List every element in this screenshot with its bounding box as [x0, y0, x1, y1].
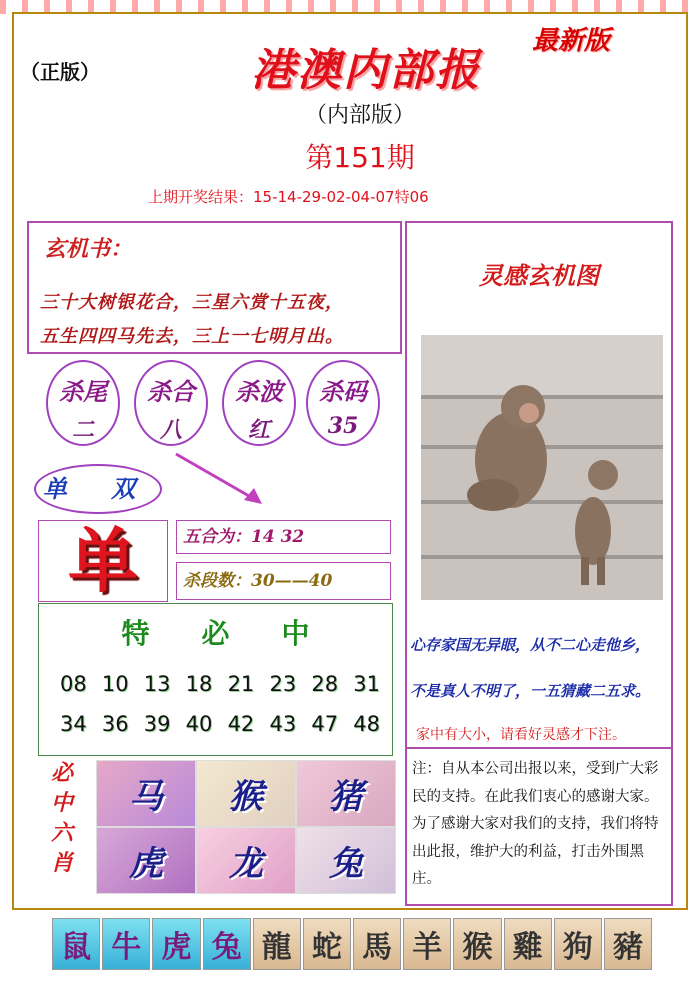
number: 18 — [185, 672, 213, 696]
zodiac-tile: 猴 — [453, 918, 501, 970]
hint-text: 家中有大小，请看好灵感才下注。 — [416, 727, 626, 743]
zodiac-tile: 雞 — [504, 918, 552, 970]
number: 08 — [60, 672, 87, 696]
wuhe-box: 五合为：14 32 — [176, 520, 391, 554]
number: 40 — [185, 712, 213, 736]
pointer-arrow — [170, 448, 270, 510]
number: 23 — [269, 672, 297, 696]
subtitle: （内部版） — [304, 103, 415, 128]
poem-right-2: 不是真人不明了，一五猜藏二五求。 — [410, 682, 651, 700]
dan-shuang-oval: 单 双 — [34, 464, 162, 514]
notice-text: 注：自从本公司出报以来，受到广大彩民的支持。在此我们衷心的感谢大家。为了感谢大家对我们的支持，我们将特出此报，维护大的利益，打击外围黑庄。 — [412, 761, 659, 887]
oval-value: 二 — [71, 417, 94, 443]
six-zodiac-grid — [96, 760, 396, 894]
linggan-title: 灵感玄机图 — [479, 261, 599, 290]
latest-edition-label: 最新版 — [532, 26, 611, 56]
zodiac-cell: 猴 — [196, 760, 296, 827]
bottom-zodiac-row — [52, 918, 652, 970]
issue-number: 第151期 — [305, 141, 415, 174]
zodiac-tile: 狗 — [554, 918, 602, 970]
xuanjishu-title: 玄机书： — [44, 236, 133, 262]
zodiac-tile: 蛇 — [303, 918, 351, 970]
oval-value: 35 — [327, 413, 359, 439]
zodiac-cell: 兔 — [296, 827, 396, 894]
zhuoduanshu-box: 杀段数：30——40 — [176, 562, 391, 600]
zodiac-cell: 龙 — [196, 827, 296, 894]
right-divider — [407, 747, 671, 749]
poem-line-2: 五生四四马先去，三上一七明月出。 — [40, 326, 344, 347]
zodiac-cell: 马 — [96, 760, 196, 827]
last-result: 上期开奖结果：15-14-29-02-04-07特06 — [148, 188, 429, 206]
number-row-1 — [60, 672, 380, 696]
number: 36 — [101, 712, 129, 736]
oval-value: 八 — [159, 417, 182, 443]
oval-label: 杀波 — [235, 377, 283, 406]
number: 28 — [311, 672, 339, 696]
page-title: 港澳内部报 — [251, 45, 481, 96]
number: 21 — [227, 672, 255, 696]
oval-value: 红 — [247, 417, 270, 443]
number: 39 — [143, 712, 171, 736]
number: 48 — [353, 712, 380, 736]
number: 47 — [311, 712, 339, 736]
oval-label: 杀尾 — [59, 377, 107, 406]
oval-sha-he — [134, 360, 208, 446]
number: 43 — [269, 712, 297, 736]
edition-label: （正版） — [20, 60, 100, 84]
number: 13 — [143, 672, 171, 696]
zodiac-tile: 羊 — [403, 918, 451, 970]
zodiac-tile: 馬 — [353, 918, 401, 970]
poem-right-1: 心存家国无异眼，从不二心走他乡， — [410, 636, 651, 654]
number: 34 — [60, 712, 87, 736]
zodiac-tile: 牛 — [102, 918, 150, 970]
zodiac-tile: 鼠 — [52, 918, 100, 970]
six-zodiac-label: 必中六肖 — [50, 760, 73, 876]
zodiac-tile: 豬 — [604, 918, 652, 970]
big-char: 单 — [68, 519, 138, 602]
zodiac-tile: 虎 — [152, 918, 200, 970]
zodiac-cell: 猪 — [296, 760, 396, 827]
oval-sha-wei — [46, 360, 120, 446]
oval-label: 杀码 — [319, 377, 367, 406]
number: 31 — [353, 672, 380, 696]
number: 42 — [227, 712, 255, 736]
tebizhong-title: 特必中 — [121, 617, 362, 650]
zodiac-tile: 兔 — [203, 918, 251, 970]
oval-label: 杀合 — [147, 377, 195, 406]
oval-sha-bo — [222, 360, 296, 446]
number: 10 — [101, 672, 129, 696]
monkey-photo — [421, 335, 663, 600]
zodiac-tile: 龍 — [253, 918, 301, 970]
zodiac-cell: 虎 — [96, 827, 196, 894]
number-row-2 — [60, 712, 380, 736]
poem-line-1: 三十大树银花合，三星六赏十五夜， — [40, 292, 344, 313]
oval-sha-ma — [306, 360, 380, 446]
